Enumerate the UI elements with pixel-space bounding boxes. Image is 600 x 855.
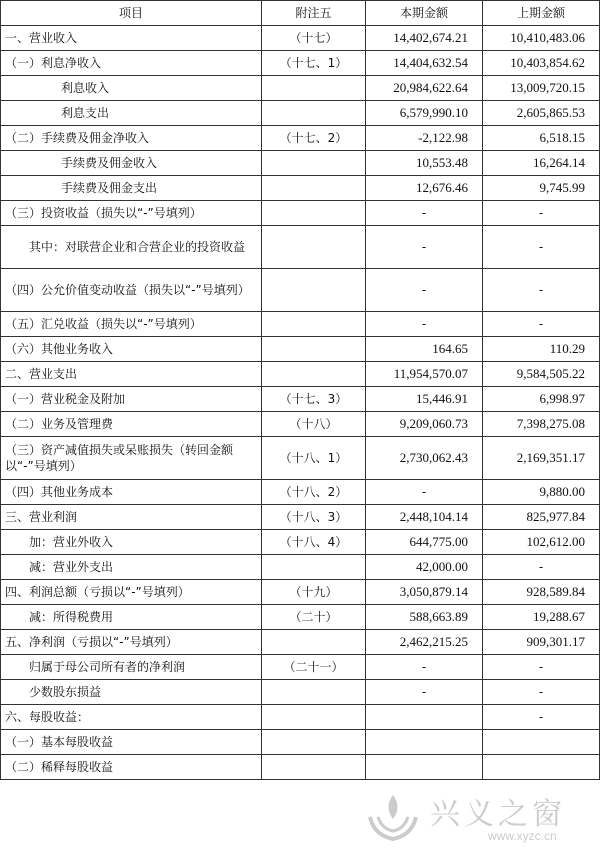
row-current: 10,553.48 [366, 151, 483, 176]
row-note [262, 201, 366, 226]
table-row [1, 412, 600, 437]
row-current: - [366, 201, 483, 226]
row-current [366, 730, 483, 755]
table-row [1, 605, 600, 630]
row-current: 14,402,674.21 [366, 26, 483, 51]
row-previous: 9,584,505.22 [483, 362, 600, 387]
row-item: （二）手续费及佣金净收入 [1, 126, 262, 151]
row-current: 42,000.00 [366, 555, 483, 580]
row-current: - [366, 680, 483, 705]
table-row [1, 705, 600, 730]
row-previous: 6,998.97 [483, 387, 600, 412]
table-row [1, 201, 600, 226]
row-previous: 19,288.67 [483, 605, 600, 630]
row-note [262, 76, 366, 101]
watermark-url: www.xyzc.cn [488, 829, 557, 843]
row-item: 手续费及佣金收入 [1, 151, 262, 176]
row-item: 减：营业外支出 [1, 555, 262, 580]
row-item: （六）其他业务收入 [1, 337, 262, 362]
row-previous: 2,169,351.17 [483, 437, 600, 480]
row-note: （十七、1） [262, 51, 366, 76]
row-item: 五、净利润（亏损以“-”号填列） [1, 630, 262, 655]
table-row [1, 362, 600, 387]
row-current: 6,579,990.10 [366, 101, 483, 126]
row-current [366, 705, 483, 730]
row-item: 少数股东损益 [1, 680, 262, 705]
row-previous: - [483, 312, 600, 337]
row-previous: - [483, 655, 600, 680]
row-item: 四、利润总额（亏损以“-”号填列） [1, 580, 262, 605]
table-row [1, 76, 600, 101]
row-previous: 825,977.84 [483, 505, 600, 530]
table-row [1, 730, 600, 755]
row-note [262, 555, 366, 580]
row-current [366, 755, 483, 780]
row-previous: - [483, 705, 600, 730]
row-previous: 10,403,854.62 [483, 51, 600, 76]
row-previous: 9,745.99 [483, 176, 600, 201]
row-note [262, 176, 366, 201]
row-item: 归属于母公司所有者的净利润 [1, 655, 262, 680]
hands-logo-icon [364, 787, 422, 843]
header-current: 本期金额 [366, 1, 483, 26]
row-previous: 909,301.17 [483, 630, 600, 655]
row-note: （十八、3） [262, 505, 366, 530]
row-note: （二十一） [262, 655, 366, 680]
row-note [262, 226, 366, 269]
table-row [1, 580, 600, 605]
row-current: - [366, 655, 483, 680]
table-row [1, 151, 600, 176]
table-row [1, 226, 600, 269]
row-current: 11,954,570.07 [366, 362, 483, 387]
row-item: （三）资产减值损失或呆账损失（转回金额以“-”号填列） [1, 437, 262, 480]
row-note [262, 755, 366, 780]
row-previous: 16,264.14 [483, 151, 600, 176]
table-header-row [1, 1, 600, 26]
row-note: （十八、4） [262, 530, 366, 555]
row-previous: 13,009,720.15 [483, 76, 600, 101]
table-row [1, 437, 600, 480]
row-previous: - [483, 555, 600, 580]
header-note: 附注五 [262, 1, 366, 26]
table-row [1, 387, 600, 412]
row-item: （三）投资收益（损失以“-”号填列） [1, 201, 262, 226]
row-note [262, 630, 366, 655]
row-current: 3,050,879.14 [366, 580, 483, 605]
row-item: 其中：对联营企业和合营企业的投资收益 [1, 226, 262, 269]
row-previous: 10,410,483.06 [483, 26, 600, 51]
row-item: （二）业务及管理费 [1, 412, 262, 437]
row-item: 减：所得税费用 [1, 605, 262, 630]
site-watermark [360, 785, 592, 847]
table-row [1, 755, 600, 780]
table-row [1, 480, 600, 505]
row-previous [483, 755, 600, 780]
row-item: 加：营业外收入 [1, 530, 262, 555]
row-previous: 9,880.00 [483, 480, 600, 505]
row-item: 二、营业支出 [1, 362, 262, 387]
table-row [1, 26, 600, 51]
row-current: 20,984,622.64 [366, 76, 483, 101]
row-current: - [366, 269, 483, 312]
header-item: 项目 [1, 1, 262, 26]
row-item: （五）汇兑收益（损失以“-”号填列） [1, 312, 262, 337]
table-row [1, 126, 600, 151]
table-row [1, 505, 600, 530]
row-note: （十七、3） [262, 387, 366, 412]
row-previous: - [483, 201, 600, 226]
table-row [1, 101, 600, 126]
table-row [1, 555, 600, 580]
row-current: 164.65 [366, 337, 483, 362]
row-previous: 7,398,275.08 [483, 412, 600, 437]
row-current: 15,446.91 [366, 387, 483, 412]
row-current: 2,462,215.25 [366, 630, 483, 655]
row-item: 手续费及佣金支出 [1, 176, 262, 201]
row-previous: 110.29 [483, 337, 600, 362]
row-note [262, 337, 366, 362]
row-note [262, 680, 366, 705]
row-item: 三、营业利润 [1, 505, 262, 530]
row-current: 14,404,632.54 [366, 51, 483, 76]
row-current: 2,730,062.43 [366, 437, 483, 480]
row-note: （十七） [262, 26, 366, 51]
row-note: （十八、2） [262, 480, 366, 505]
row-item: 一、营业收入 [1, 26, 262, 51]
row-current: -2,122.98 [366, 126, 483, 151]
row-note [262, 101, 366, 126]
table-row [1, 176, 600, 201]
row-current: 9,209,060.73 [366, 412, 483, 437]
row-item: （二）稀释每股收益 [1, 755, 262, 780]
row-current: - [366, 226, 483, 269]
row-previous: 2,605,865.53 [483, 101, 600, 126]
row-item: （一）利息净收入 [1, 51, 262, 76]
table-row [1, 680, 600, 705]
row-previous [483, 730, 600, 755]
row-current: 2,448,104.14 [366, 505, 483, 530]
row-item: （四）其他业务成本 [1, 480, 262, 505]
row-current: - [366, 480, 483, 505]
row-note [262, 312, 366, 337]
header-previous: 上期金额 [483, 1, 600, 26]
table-row [1, 337, 600, 362]
row-item: （四）公允价值变动收益（损失以“-”号填列） [1, 269, 262, 312]
table-row [1, 630, 600, 655]
row-note [262, 151, 366, 176]
row-item: 利息收入 [1, 76, 262, 101]
row-previous: - [483, 680, 600, 705]
row-previous: 6,518.15 [483, 126, 600, 151]
row-note [262, 705, 366, 730]
row-note [262, 269, 366, 312]
row-note [262, 730, 366, 755]
row-note [262, 362, 366, 387]
row-current: 644,775.00 [366, 530, 483, 555]
row-note: （二十） [262, 605, 366, 630]
row-note: （十八） [262, 412, 366, 437]
table-row [1, 269, 600, 312]
table-row [1, 655, 600, 680]
row-current: 12,676.46 [366, 176, 483, 201]
watermark-text: 兴义之窗 [430, 797, 566, 832]
row-note: （十七、2） [262, 126, 366, 151]
row-item: （一）营业税金及附加 [1, 387, 262, 412]
row-current: 588,663.89 [366, 605, 483, 630]
row-previous: 928,589.84 [483, 580, 600, 605]
table-row [1, 530, 600, 555]
row-current: - [366, 312, 483, 337]
row-previous: 102,612.00 [483, 530, 600, 555]
row-note: （十八、1） [262, 437, 366, 480]
row-previous: - [483, 269, 600, 312]
row-item: （一）基本每股收益 [1, 730, 262, 755]
table-row [1, 51, 600, 76]
row-item: 六、每股收益： [1, 705, 262, 730]
row-previous: - [483, 226, 600, 269]
table-row [1, 312, 600, 337]
row-item: 利息支出 [1, 101, 262, 126]
row-note: （十九） [262, 580, 366, 605]
